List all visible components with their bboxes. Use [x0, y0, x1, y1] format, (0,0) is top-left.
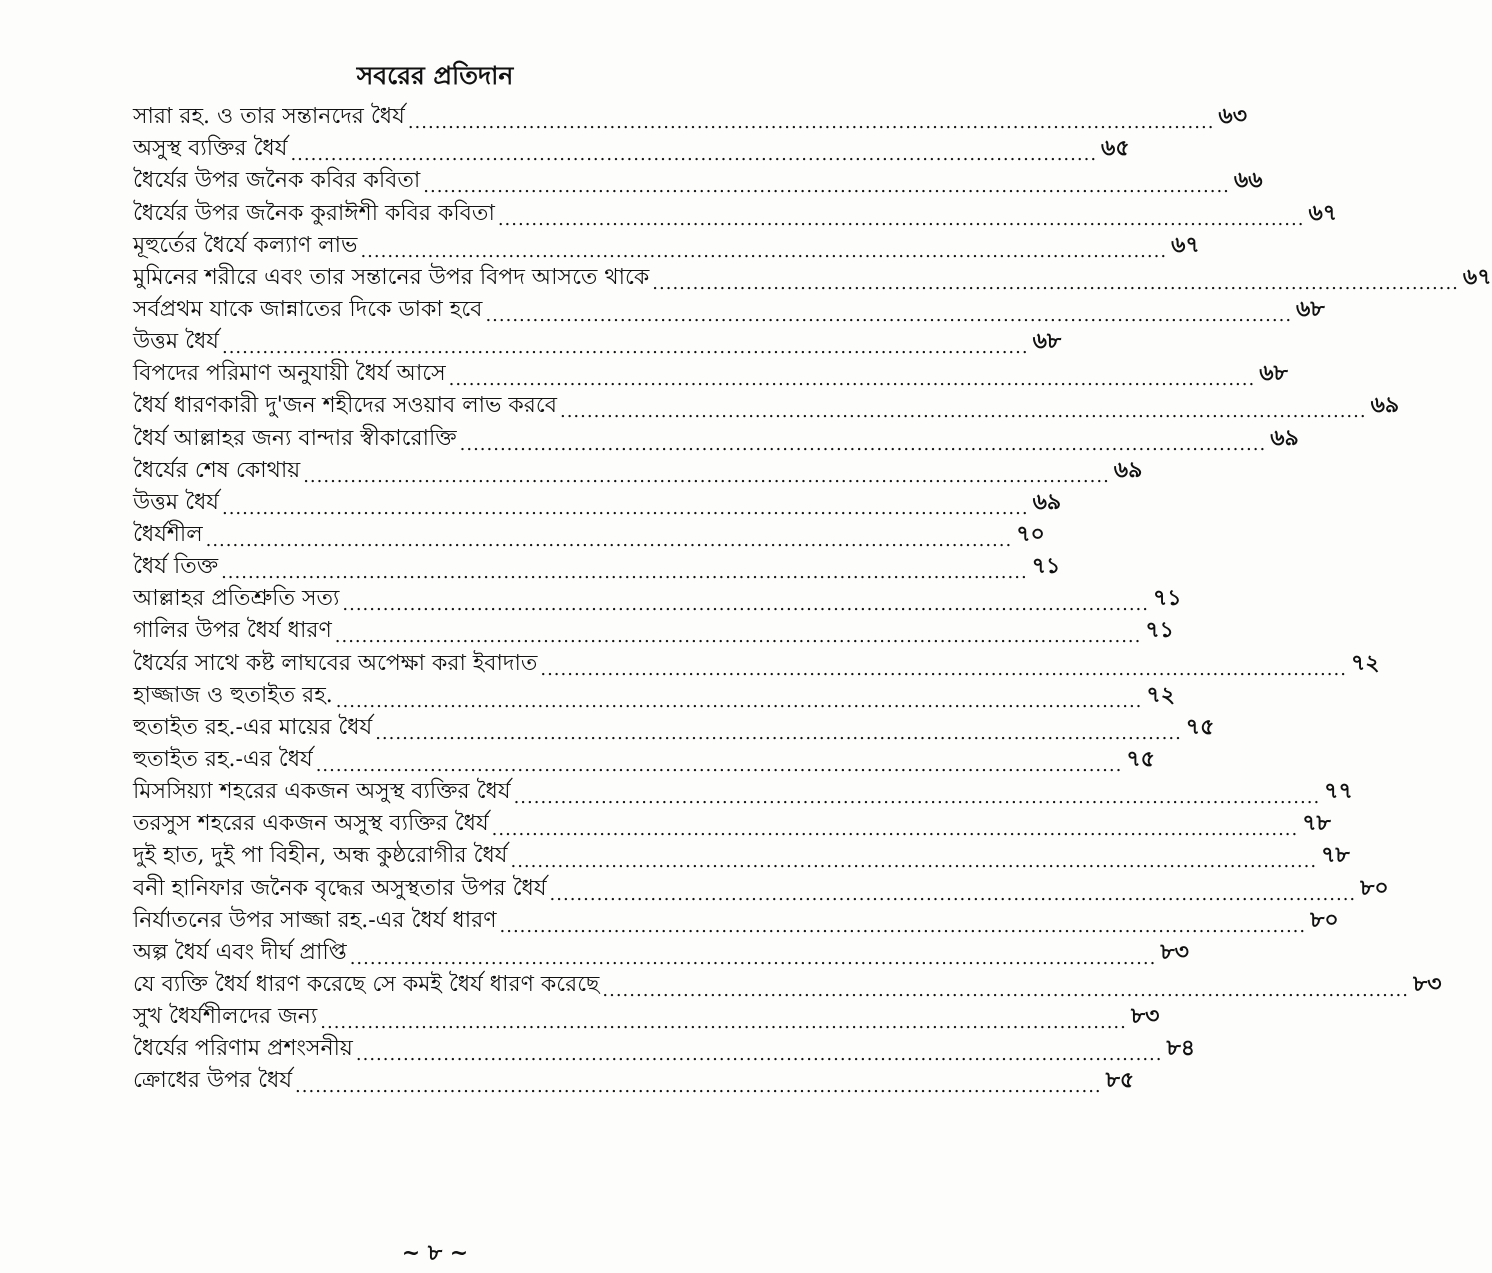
dot-leader: ........................................................................................................................ — [221, 497, 1029, 519]
toc-entry — [133, 488, 1062, 522]
toc-entry-title: ধৈর্যের শেষ কোথায় — [133, 457, 301, 483]
toc-entry-title: সারা রহ. ও তার সন্তানদের ধৈর্য — [133, 104, 405, 130]
dot-leader: ........................................................................................................................ — [315, 754, 1123, 776]
toc-entry-title: তরসুস শহরের একজন অসুস্থ ব্যক্তির ধৈর্য — [133, 811, 489, 837]
toc-entry-page: ৬৯ — [1032, 488, 1062, 515]
toc-entry-page: ৮৩ — [1413, 970, 1442, 997]
toc-entry-title: মুমিনের শরীরে এবং তার সন্তানের উপর বিপদ আসতে থাকে — [133, 264, 650, 290]
dot-leader: ........................................................................................................................ — [497, 208, 1305, 230]
toc-entry-title: হাজ্জাজ ও হুতাইত রহ. — [133, 682, 333, 708]
toc-entry-title: সর্বপ্রথম যাকে জান্নাতের দিকে ডাকা হবে — [133, 296, 483, 322]
dot-leader: ........................................................................................................................ — [360, 240, 1168, 262]
toc-entry-title: ধৈর্য ধারণকারী দু'জন শহীদের সওয়াব লাভ করবে — [133, 393, 557, 419]
toc-entry-page: ৭১ — [1145, 617, 1174, 644]
toc-entry-page: ৭৭ — [1324, 778, 1353, 805]
dot-leader: ........................................................................................................................ — [549, 883, 1357, 905]
dot-leader: ........................................................................................................................ — [295, 1076, 1102, 1098]
toc-entry-page: ৮৪ — [1166, 1035, 1196, 1062]
toc-entry-title: বনী হানিফার জনৈক বৃদ্ধের অসুস্থতার উপর ধৈর্য — [133, 875, 547, 901]
toc-entry-page: ৮৫ — [1105, 1067, 1135, 1094]
dot-leader: ........................................................................................................................ — [652, 272, 1459, 294]
toc-entry-page: ৬৮ — [1296, 295, 1325, 322]
dot-leader: ........................................................................................................................ — [491, 819, 1299, 841]
page-number: ~ ৮ ~ — [401, 1240, 469, 1266]
toc-entry-title: ধৈর্যের উপর জনৈক কুরাঈশী কবির কবিতা — [133, 200, 495, 226]
toc-entry-title: নির্যাতনের উপর সাজ্জা রহ.-এর ধৈর্য ধারণ — [133, 907, 497, 933]
dot-leader: ........................................................................................................................ — [448, 369, 1256, 391]
page-title: সবরের প্রতিদান — [356, 61, 514, 90]
toc-entry-page: ৭২ — [1350, 649, 1380, 676]
dot-leader: ........................................................................................................................ — [375, 722, 1182, 744]
toc-entry-page: ৬৭ — [1462, 263, 1492, 290]
toc-entry-title: ক্রোধের উপর ধৈর্য — [133, 1068, 293, 1094]
dot-leader: ........................................................................................................................ — [510, 851, 1318, 873]
dot-leader: ........................................................................................................................ — [221, 562, 1028, 584]
toc-entry-title: মিসসিয়্যা শহরের একজন অসুস্থ ব্যক্তির ধৈর্য — [133, 779, 511, 805]
dot-leader: ........................................................................................................................ — [499, 915, 1307, 937]
toc-entry-page: ৭০ — [1016, 520, 1045, 547]
toc-entry-title: ধৈর্যের উপর জনৈক কবির কবিতা — [133, 168, 421, 194]
toc-entry — [133, 456, 1143, 490]
toc-entry-page: ৬৭ — [1171, 231, 1200, 258]
dot-leader: ........................................................................................................................ — [221, 337, 1029, 359]
dot-leader: ........................................................................................................................ — [349, 947, 1157, 969]
dot-leader: ........................................................................................................................ — [423, 176, 1230, 198]
toc-entry-page: ৬৯ — [1270, 424, 1299, 451]
dot-leader: ........................................................................................................................ — [540, 658, 1347, 680]
toc-entry-page: ৭৮ — [1321, 842, 1350, 869]
dot-leader: ........................................................................................................................ — [290, 144, 1098, 166]
toc-entry-title: বিপদের পরিমাণ অনুযায়ী ধৈর্য আসে — [133, 361, 446, 387]
toc-entry-page: ৬৭ — [1308, 199, 1338, 226]
toc-entry-title: ধৈর্যের পরিণাম প্রশংসনীয় — [133, 1036, 353, 1062]
toc-entry-title: মূহুর্তের ধৈর্যে কল্যাণ লাভ — [133, 232, 358, 258]
toc-entry — [133, 1067, 1135, 1100]
toc-entry-title: উত্তম ধৈর্য — [133, 329, 219, 355]
toc-entry-page: ৬৮ — [1032, 328, 1062, 355]
toc-entry-title: গালির উপর ধৈর্য ধারণ — [133, 618, 332, 644]
toc-entry-page: ৬৮ — [1259, 360, 1288, 387]
dot-leader: ........................................................................................................................ — [459, 433, 1267, 455]
dot-leader: ........................................................................................................................ — [335, 690, 1143, 712]
toc-entry-page: ৭৫ — [1185, 713, 1215, 740]
toc-entry-page: ৭৮ — [1302, 810, 1331, 837]
dot-leader: ........................................................................................................................ — [342, 594, 1149, 616]
dot-leader: ........................................................................................................................ — [303, 465, 1110, 487]
toc-entry-page: ৮৩ — [1160, 938, 1189, 965]
toc-entry-page: ৭১ — [1031, 553, 1061, 580]
toc-entry-title: ধৈর্যশীল — [133, 521, 203, 547]
toc-entry-title: হুতাইত রহ.-এর মায়ের ধৈর্য — [133, 714, 373, 740]
toc-entry-title: উত্তম ধৈর্য — [133, 489, 219, 515]
toc-entry-title: সুখ ধৈর্যশীলদের জন্য — [133, 1004, 318, 1030]
toc-entry-page: ৬৬ — [1233, 167, 1263, 194]
toc-entry-title: আল্লাহর প্রতিশ্রুতি সত্য — [133, 586, 340, 612]
toc-entry-title: ধৈর্য আল্লাহর জন্য বান্দার স্বীকারোক্তি — [133, 425, 457, 451]
toc-entry-title: ধৈর্য তিক্ত — [133, 554, 219, 580]
toc-entry-page: ৭২ — [1146, 681, 1176, 708]
toc-entry-title: ধৈর্যের সাথে কষ্ট লাঘবের অপেক্ষা করা ইবাদাত — [133, 650, 538, 676]
dot-leader: ........................................................................................................................ — [485, 304, 1293, 326]
toc-entry-page: ৬৯ — [1370, 392, 1400, 419]
table-of-contents — [133, 103, 1492, 1100]
toc-entry-page: ৮৩ — [1130, 1003, 1160, 1030]
toc-entry-page: ৬৫ — [1101, 135, 1130, 162]
toc-entry-title: অসুস্থ ব্যক্তির ধৈর্য — [133, 136, 288, 162]
toc-entry-page: ৮০ — [1310, 906, 1339, 933]
dot-leader: ........................................................................................................................ — [355, 1044, 1163, 1066]
toc-entry-page: ৭১ — [1153, 585, 1182, 612]
toc-entry-page: ৭৫ — [1126, 745, 1155, 772]
dot-leader: ........................................................................................................................ — [205, 529, 1013, 551]
dot-leader: ........................................................................................................................ — [602, 979, 1409, 1001]
toc-entry-title: দুই হাত, দুই পা বিহীন, অন্ধ কুষ্ঠরোগীর ধৈর্য — [133, 843, 508, 869]
toc-entry-page: ৮০ — [1360, 874, 1389, 901]
dot-leader: ........................................................................................................................ — [513, 787, 1321, 809]
toc-entry-title: যে ব্যক্তি ধৈর্য ধারণ করেছে সে কমই ধৈর্য ধারণ করেছে — [133, 971, 600, 997]
toc-entry-title: হুতাইত রহ.-এর ধৈর্য — [133, 746, 313, 772]
toc-entry-page: ৬৩ — [1218, 103, 1248, 130]
dot-leader: ........................................................................................................................ — [334, 626, 1142, 648]
toc-entry-page: ৬৯ — [1113, 456, 1143, 483]
dot-leader: ........................................................................................................................ — [320, 1012, 1127, 1034]
dot-leader: ........................................................................................................................ — [559, 401, 1367, 423]
toc-entry-title: অল্প ধৈর্য এবং দীর্ঘ প্রাপ্তি — [133, 939, 347, 965]
toc-entry — [133, 520, 1045, 554]
dot-leader: ........................................................................................................................ — [407, 112, 1215, 134]
toc-entry — [133, 295, 1325, 329]
